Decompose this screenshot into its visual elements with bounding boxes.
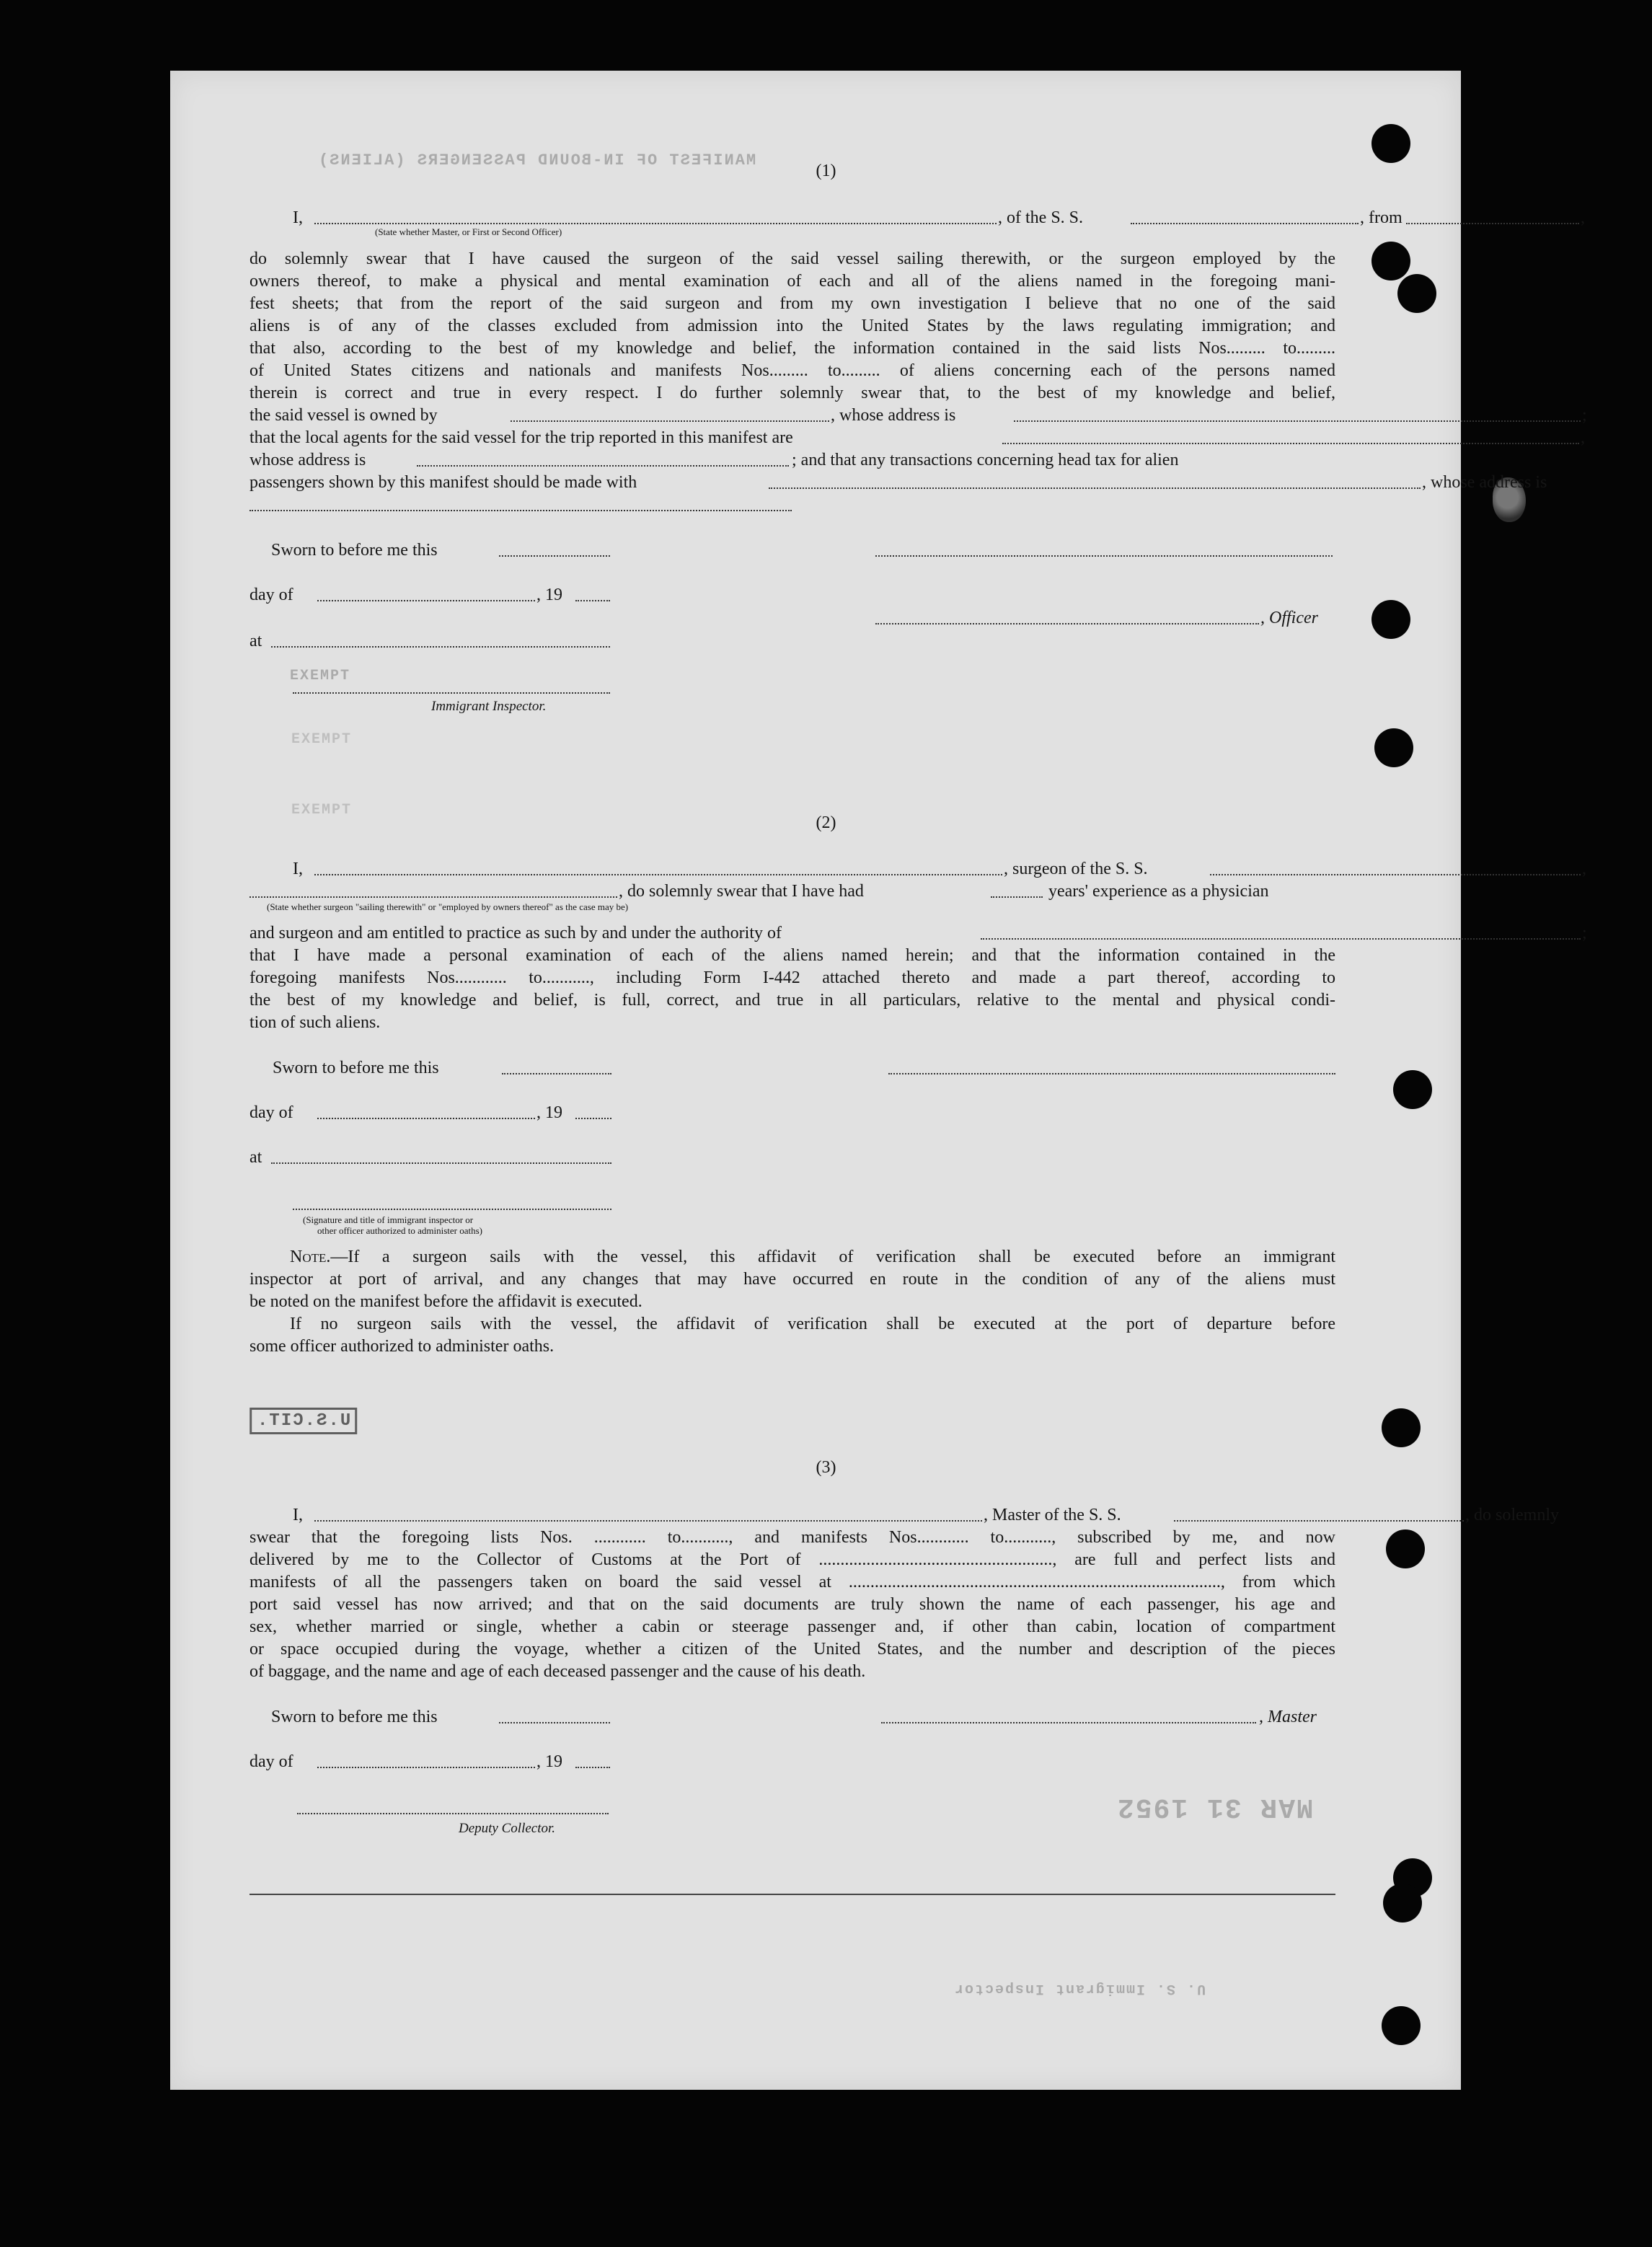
punch-hole [1371,124,1410,163]
punch-hole [1397,274,1436,313]
label-do-solemnly: , do solemnly [1465,1506,1559,1524]
note-line [249,1246,1335,1268]
note-text: —If a surgeon sails with the vessel, this affidavit of verification shall be executed before an immigrant [330,1248,1335,1266]
section-1-para-line: fest sheets; that from the report of the said surgeon and from my own investigation I believe that no one of the said [249,294,1335,313]
master-name-blank[interactable] [314,1520,982,1522]
line-end-comma: , [1581,208,1585,227]
surgeon-name-blank[interactable] [314,874,1002,875]
day-of-label: day of [249,1752,293,1771]
section-2-number: (2) [816,813,836,832]
origin-port-blank[interactable] [1406,223,1579,224]
note-2-line: some officer authorized to administer oaths. [249,1337,555,1356]
section-3-number: (3) [816,1458,836,1477]
section-3-para-line: or space occupied during the voyage, whether a citizen of the United States, and the number and description of the pieces [249,1640,1335,1659]
vessel-name-blank[interactable] [1131,223,1359,224]
officer-text: , Officer [1260,609,1318,627]
punch-hole [1386,1529,1425,1568]
label-i: I, [293,208,303,227]
punch-hole [1382,2006,1421,2045]
head-tax-party-blank[interactable] [769,487,1421,489]
section-1-para-line: therein is correct and true in every respect. I do further solemnly swear that, to the best of my knowledge and belief, [249,384,1335,402]
section-1-number: (1) [816,162,836,180]
label-i: I, [293,860,303,878]
section-3-line-1 [249,1504,1559,1527]
year-label: , 19 [536,586,562,604]
sworn-label: Sworn to before me this [271,541,438,560]
line-end-semicolon: ; [1582,924,1587,942]
owner-address-blank[interactable] [1014,420,1581,422]
section-1-para-line: of United States citizens and nationals and manifests Nos......... to......... of aliens concerning each of the persons named [249,361,1335,380]
month-blank[interactable] [317,1118,535,1119]
section-1-para-line: do solemnly swear that I have caused the surgeon of the said vessel sailing therewith, or the surgeon employed by the [249,250,1335,268]
label-whose-address-is-2: , whose address is [1422,473,1547,492]
owner-line [249,405,1587,427]
exempt-stamp: EXEMPT [291,802,353,818]
sworn-label: Sworn to before me this [271,1708,438,1726]
punch-hole [1374,728,1413,767]
sworn-date-blank[interactable] [499,555,610,557]
officer-label [1260,607,1318,630]
section-2-para-line: foregoing manifests Nos............ to..........., including Form I-442 attached thereto and made a part thereof, according to [249,968,1335,987]
section-3-para-line: sex, whether married or single, whether a cabin or steerage passenger and, if other than cabin, location of compartment [249,1617,1335,1636]
label-master-of-ss: , Master of the S. S. [984,1506,1121,1524]
surgeon-signature-blank[interactable] [888,1073,1335,1074]
deputy-signature-blank[interactable] [297,1813,609,1814]
section-2-line-2 [249,880,1335,903]
section-2-para-line: that I have made a personal examination of each of the aliens named herein; and that the information contained in the [249,946,1335,965]
sworn-date-blank[interactable] [502,1073,611,1074]
section-1-para-line: that also, according to the best of my knowledge and belief, the information contained in the said lists Nos......... to......... [249,339,1335,358]
master-signature-blank[interactable] [881,1722,1256,1723]
owner-blank[interactable] [511,420,829,422]
label-passengers: passengers shown by this manifest should be made with [249,473,637,492]
note-label: Note. [290,1248,331,1266]
agents-address-line [249,449,1335,472]
authority-blank[interactable] [981,938,1581,940]
day-of-label: day of [249,586,293,604]
agents-address-blank[interactable] [417,465,789,467]
sworn-date-blank[interactable] [499,1722,610,1723]
officer-name-blank[interactable] [314,223,997,224]
punch-hole [1382,1408,1421,1447]
inspector-signature-blank[interactable] [293,692,610,694]
year-blank[interactable] [575,1767,610,1768]
bottom-rule [249,1894,1335,1895]
label-local-agents: that the local agents for the said vessel for the trip reported in this manifest are [249,428,793,447]
signature-blank[interactable] [875,555,1333,557]
place-blank[interactable] [271,1162,611,1164]
section-1-caption: (State whether Master, or First or Second Officer) [375,226,562,237]
section-3-para-line: delivered by me to the Collector of Customs at the Port of ......................................................, are full and perfect lists and [249,1550,1335,1569]
label-whose-address-is: whose address is [249,451,366,469]
header-stamp: MANIFEST OF IN-BOUND PASSENGERS (ALIENS) [317,151,756,169]
label-i: I, [293,1506,303,1524]
vessel-name-blank[interactable] [1210,874,1581,875]
vessel-name-blank[interactable] [1174,1520,1464,1522]
day-of-label: day of [249,1103,293,1122]
label-authority: and surgeon and am entitled to practice as such by and under the authority of [249,924,782,942]
note-line: be noted on the manifest before the affidavit is executed. [249,1292,642,1311]
years-blank[interactable] [991,896,1043,898]
signature-caption-line-2: other officer authorized to administer oaths) [317,1225,482,1236]
section-3-para-line: of baggage, and the name and age of each deceased passenger and the cause of his death. [249,1662,866,1681]
head-tax-line [249,472,1547,494]
label-head-tax: ; and that any transactions concerning head tax for alien [792,451,1179,469]
section-2-para-line: the best of my knowledge and belief, is full, correct, and true in all particulars, relative to the mental and physical condi- [249,991,1335,1010]
section-1-para-line: aliens is of any of the classes excluded from admission into the United States by the laws regulating immigration; and [249,317,1335,335]
place-blank[interactable] [271,646,610,648]
master-text: , Master [1259,1708,1317,1726]
section-2-line-1 [249,858,1586,880]
deputy-collector-caption: Deputy Collector. [459,1821,556,1836]
at-label: at [249,632,262,650]
label-surgeon-of-ss: , surgeon of the S. S. [1004,860,1148,878]
month-blank[interactable] [317,1767,535,1768]
year-label: , 19 [536,1103,562,1122]
note-2-line: If no surgeon sails with the vessel, the affidavit of verification shall be executed at the port of departure before [290,1315,1335,1333]
inspector-stamp: U. S. Immigrant Inspector [953,1980,1206,1997]
line-end-comma: , [1582,860,1586,878]
section-1-para-line: owners thereof, to make a physical and mental examination of each and all of the aliens named in the foregoing mani- [249,272,1335,291]
line-end-semicolon: ; [1582,406,1587,425]
label-do-solemnly: , do solemnly swear that I have had [619,882,864,901]
label-from: , from [1360,208,1403,227]
label-of-ss: , of the S. S. [998,208,1084,227]
master-label [1259,1706,1317,1729]
line-end-comma: , [1581,428,1585,447]
label-owned-by: the said vessel is owned by [249,406,438,425]
exempt-stamp: EXEMPT [290,668,351,684]
section-2-para-line: tion of such aliens. [249,1013,381,1032]
local-agents-line [249,427,1585,449]
surgeon-type-blank[interactable] [249,896,617,898]
citizen-stamp: U.S.CIT. [249,1408,357,1434]
at-label: at [249,1148,262,1167]
label-years-experience: years' experience as a physician [1048,882,1269,901]
punch-hole [1383,1884,1422,1922]
immigrant-inspector-caption: Immigrant Inspector. [431,699,547,714]
local-agents-blank[interactable] [1002,443,1579,444]
head-tax-address-blank[interactable] [249,510,792,511]
section-2-caption: (State whether surgeon "sailing therewith" or "employed by owners thereof" as the case may be) [267,901,629,912]
year-blank[interactable] [575,1118,611,1119]
officer-signature-blank[interactable] [875,623,1259,624]
exempt-stamp: EXEMPT [291,731,353,748]
year-blank[interactable] [575,600,610,601]
sworn-label: Sworn to before me this [273,1059,439,1077]
month-blank[interactable] [317,600,535,601]
section-3-para-line: swear that the foregoing lists Nos. ............ to..........., and manifests Nos............ to..........., subscribed by me, and now [249,1528,1335,1547]
signature-caption-line-1: (Signature and title of immigrant inspector or [303,1214,474,1225]
year-label: , 19 [536,1752,562,1771]
note-line: inspector at port of arrival, and any changes that may have occurred en route in the condition of any of the aliens must [249,1270,1335,1289]
label-whose-address: , whose address is [831,406,956,425]
punch-hole [1393,1070,1432,1109]
punch-hole [1371,600,1410,639]
section-3-para-line: port said vessel has now arrived; and that on the said documents are truly shown the name of each passenger, his age and [249,1595,1335,1614]
authority-line [249,922,1587,945]
inspector-signature-blank[interactable] [293,1209,611,1210]
section-3-para-line: manifests of all the passengers taken on board the said vessel at ......................................................................................, from which [249,1573,1335,1592]
punch-hole [1371,242,1410,281]
date-stamp: MAR 31 1952 [1116,1791,1313,1822]
